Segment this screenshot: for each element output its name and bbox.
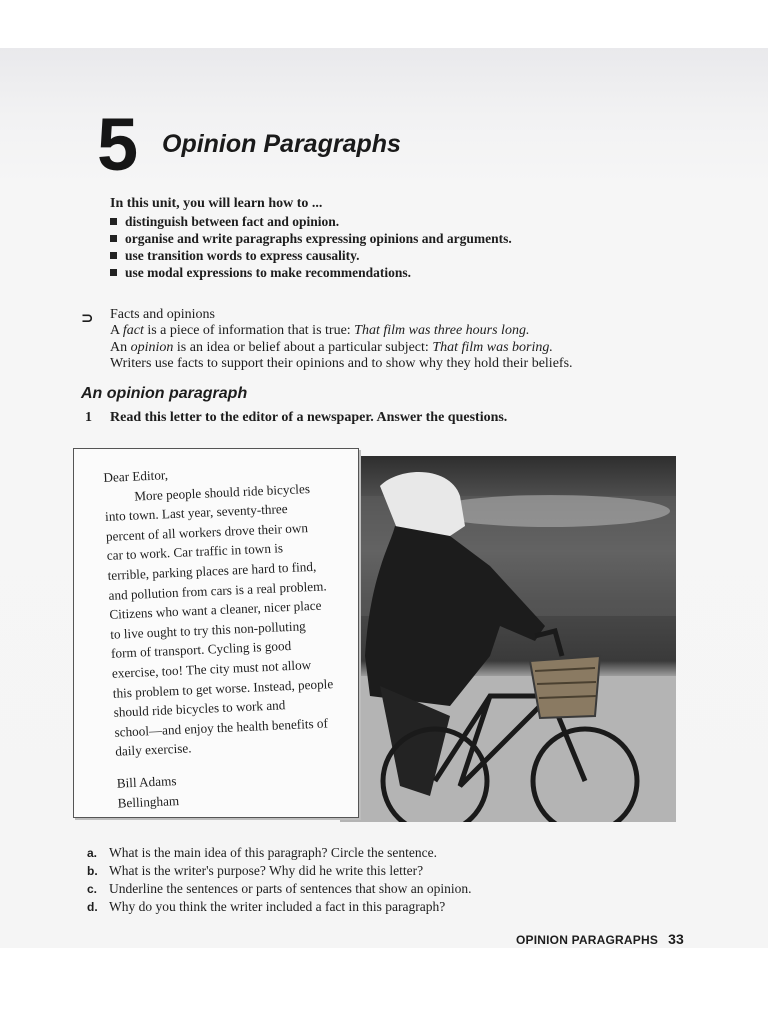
objective-item: use modal expressions to make recommendations. — [110, 264, 512, 281]
footer-label: OPINION PARAGRAPHS — [516, 933, 659, 947]
question-item: d. Why do you think the writer included a fact in this paragraph? — [87, 899, 446, 914]
page-number: 33 — [668, 931, 685, 947]
letter-line: More people should ride bicycles — [133, 480, 311, 504]
letter-salutation: Dear Editor, — [103, 467, 169, 485]
square-bullet-icon — [110, 252, 117, 259]
fact-definition: A fact is a piece of information that is true: That film was three hours long. — [110, 323, 530, 338]
square-bullet-icon — [110, 218, 117, 225]
section-heading: An opinion paragraph — [81, 385, 248, 402]
curved-arrow-icon: ⊃ — [81, 309, 94, 327]
exercise-number: 1 — [85, 410, 92, 425]
exercise-instruction: Read this letter to the editor of a newspaper. Answer the questions. — [110, 410, 508, 425]
letter-line: daily exercise. — [115, 740, 192, 760]
chapter-title: Opinion Paragraphs — [162, 130, 401, 158]
letter-line: should ride bicycles to work and — [113, 697, 286, 720]
letter-line: Citizens who want a cleaner, nicer place — [109, 597, 322, 623]
question-item: a. What is the main idea of this paragraph? Circle the sentence. — [87, 845, 437, 860]
facts-heading: Facts and opinions — [110, 307, 215, 322]
square-bullet-icon — [110, 269, 117, 276]
question-item: c. Underline the sentences or parts of sentences that show an opinion. — [87, 881, 472, 896]
letter-line: form of transport. Cycling is good — [110, 638, 292, 662]
letter-text — [103, 457, 378, 813]
letter-line: to live ought to try this non-polluting — [109, 618, 307, 642]
question-item: b. What is the writer's purpose? Why did he write this letter? — [87, 863, 424, 878]
intro-lead: In this unit, you will learn how to ... — [110, 196, 323, 211]
letter-line: car to work. Car traffic in town is — [106, 540, 284, 564]
letter-line: school—and enjoy the health benefits of — [114, 715, 329, 740]
objective-item: use transition words to express causality. — [110, 247, 512, 264]
letter-line: terrible, parking places are hard to find, — [107, 558, 317, 583]
chapter-number: 5 — [97, 103, 139, 186]
letter-line: and pollution from cars is a real problem. — [108, 577, 327, 603]
letter-signature-name: Bill Adams — [116, 773, 177, 791]
letter-line: into town. Last year, seventy-three — [104, 501, 288, 525]
facts-summary: Writers use facts to support their opinions and to show why they hold their beliefs. — [110, 356, 573, 371]
opinion-definition: An opinion is an idea or belief about a particular subject: That film was boring. — [110, 340, 553, 355]
objective-item: organise and write paragraphs expressing opinions and arguments. — [110, 230, 512, 247]
objectives-list — [110, 213, 512, 281]
square-bullet-icon — [110, 235, 117, 242]
cyclist-photo — [340, 456, 676, 822]
questions-list — [87, 844, 472, 916]
letter-line: exercise, too! The city must not allow — [111, 657, 312, 681]
letter-line: this problem to get worse. Instead, people — [112, 675, 334, 701]
letter-line: percent of all workers drove their own — [105, 519, 309, 544]
page-footer — [516, 931, 684, 947]
objective-item: distinguish between fact and opinion. — [110, 213, 512, 230]
letter-signature-place: Bellingham — [117, 792, 180, 811]
